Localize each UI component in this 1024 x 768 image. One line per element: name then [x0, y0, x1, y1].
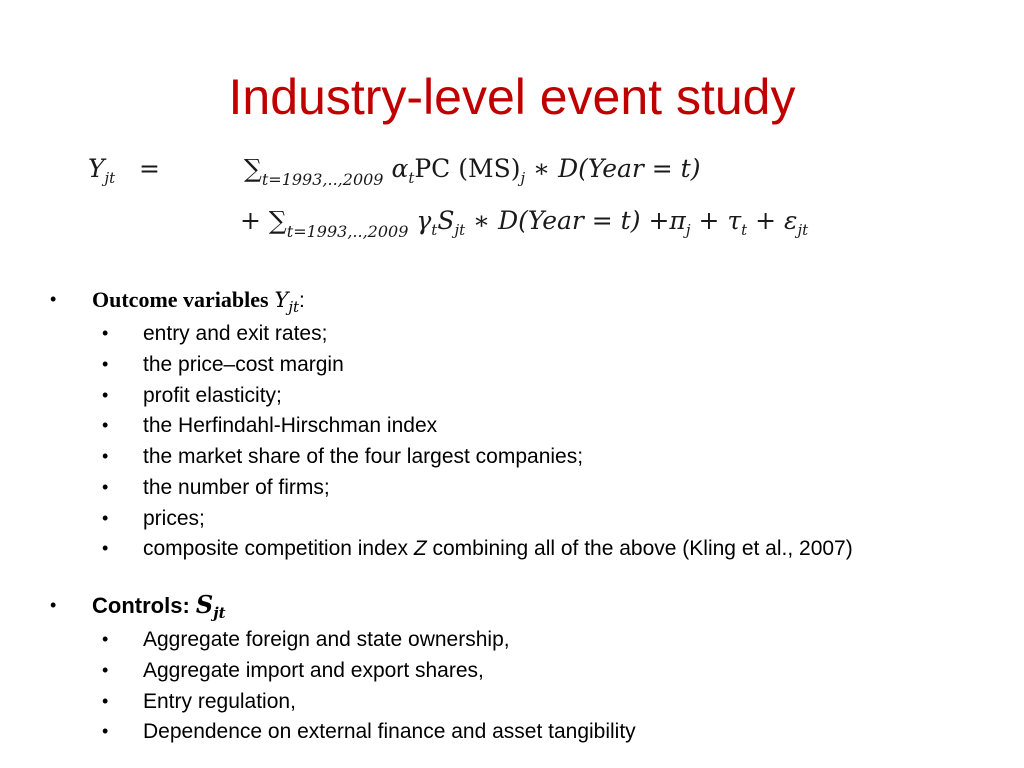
bullet-icon: •	[50, 289, 57, 309]
bullet-icon: •	[102, 721, 109, 741]
times-1: ∗	[533, 154, 551, 183]
alpha-sub: t	[408, 169, 415, 187]
bullet-icon: •	[102, 385, 109, 405]
bullet-icon: •	[50, 595, 57, 615]
composite-var: Z	[413, 537, 427, 560]
formula-y-sub: jt	[104, 169, 116, 187]
bullet-icon: •	[102, 629, 109, 649]
dummy-1: D(Year = t)	[558, 154, 701, 183]
slide-title: Industry-level event study	[228, 69, 796, 125]
sum-range: t=1993,..,2009	[261, 170, 384, 189]
outcome-item-composite	[143, 535, 853, 563]
controls-var: S	[195, 590, 214, 619]
plus-sign: +	[240, 206, 261, 235]
times-2: ∗	[473, 206, 491, 235]
pi-sub: j	[685, 221, 691, 239]
controls-item: Aggregate foreign and state ownership,	[143, 628, 510, 651]
pi-term: +π	[648, 206, 686, 235]
tau-sub: t	[741, 221, 748, 239]
outcome-item: profit elasticity;	[143, 384, 282, 407]
bullet-icon: •	[102, 354, 109, 374]
gamma-sub: t	[431, 221, 438, 239]
bullet-icon: •	[102, 660, 109, 680]
s-term: S	[437, 206, 455, 235]
formula-line-2	[240, 206, 808, 241]
outcome-var: Y	[274, 288, 289, 312]
bullet-icon: •	[102, 323, 109, 343]
pc-sub: j	[520, 169, 526, 187]
formula-equals: =	[139, 154, 160, 183]
eps-term: + ε	[755, 206, 798, 235]
sum-range-2: t=1993,..,2009	[286, 222, 409, 241]
controls-item: Entry regulation,	[143, 690, 296, 713]
outcome-item: entry and exit rates;	[143, 322, 328, 345]
alpha: α	[391, 154, 409, 183]
bullet-icon: •	[102, 446, 109, 466]
controls-heading	[92, 591, 226, 627]
controls-var-sub: jt	[213, 604, 226, 622]
controls-item: Aggregate import and export shares,	[143, 659, 484, 682]
outcome-item: the market share of the four largest companies;	[143, 445, 584, 468]
gamma: γ	[416, 206, 432, 235]
outcome-heading	[92, 286, 305, 321]
dummy-2: D(Year = t)	[498, 206, 641, 235]
outcome-item: the price–cost margin	[143, 353, 344, 376]
eps-sub: jt	[797, 221, 809, 239]
bullet-icon: •	[102, 691, 109, 711]
controls-item: Dependence on external finance and asset tangibility	[143, 720, 636, 743]
outcome-item: prices;	[143, 507, 205, 530]
formula-lhs	[88, 154, 160, 187]
tau-term: + τ	[698, 206, 742, 235]
bullet-icon: •	[102, 538, 109, 558]
composite-post: combining all of the above (Kling et al., 2007)	[426, 537, 853, 560]
bullet-icon: •	[102, 477, 109, 497]
sum-symbol-2: ∑	[268, 206, 287, 235]
outcome-heading-label: Outcome variables	[92, 287, 269, 312]
outcome-item: the Herfindahl-Hirschman index	[143, 414, 438, 437]
sum-symbol: ∑	[244, 154, 262, 183]
formula-y: Y	[88, 154, 105, 183]
controls-heading-label: Controls:	[92, 593, 196, 618]
bullet-icon: •	[102, 415, 109, 435]
composite-pre: composite competition index	[143, 537, 414, 560]
s-sub: jt	[454, 221, 466, 239]
outcome-item: the number of firms;	[143, 476, 330, 499]
pc-term: PC (MS)	[414, 154, 521, 183]
bullet-icon: •	[102, 508, 109, 528]
outcome-colon: :	[299, 289, 305, 312]
formula-line-1	[244, 154, 700, 189]
outcome-var-sub: jt	[288, 298, 299, 316]
